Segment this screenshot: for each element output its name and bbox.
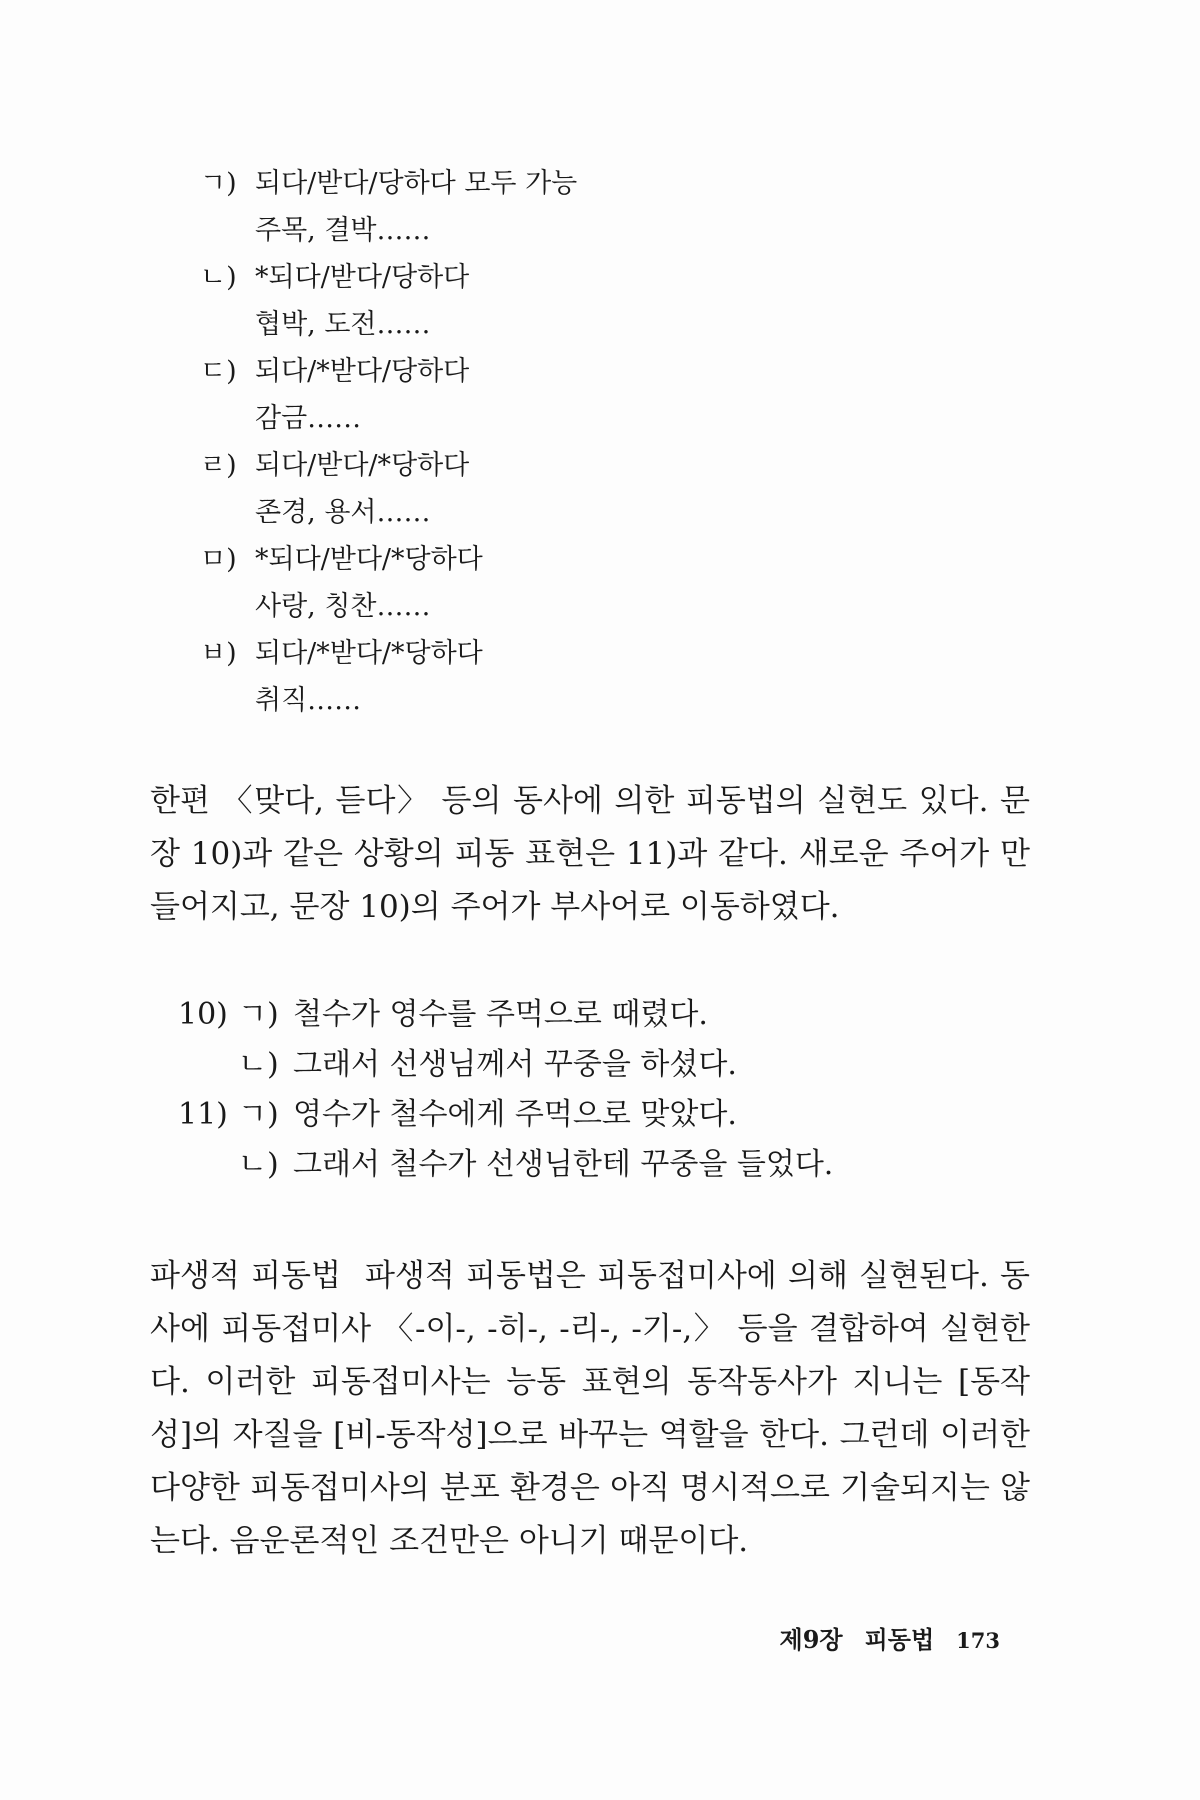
example-sentences <box>178 990 1028 1190</box>
example-item <box>200 254 900 348</box>
example-item <box>200 630 900 724</box>
sentence-row <box>178 990 1028 1040</box>
example-pattern: 되다/받다/당하다 모두 가능 <box>255 168 578 199</box>
example-item <box>200 536 900 630</box>
sentence-row <box>178 1090 1028 1140</box>
paragraph-text: 파생적 피동법은 피동접미사에 의해 실현된다. 동사에 피동접미사 〈-이-, -히-, -리-, -기-,〉 등을 결합하여 실현한다. 이러한 피동접미사는 능동 표현의 동작동사가 지니는 [동작성]의 자질을 [비-동작성]으로 바꾸는 역할을 한다. 그런데 이러한 다양한 피동접미사의 분포 환경은 아직 명시적으로 기술되지는 않는다. 음운론적인 조건만은 아니기 때문이다. <box>150 1258 1030 1559</box>
sentence-marker: ㄴ) <box>238 1047 279 1082</box>
body-paragraph <box>150 1250 1030 1568</box>
example-words: 협박, 도전…… <box>255 309 431 340</box>
example-marker: ㅂ) <box>200 638 237 669</box>
example-pattern: *되다/받다/당하다 <box>255 262 470 293</box>
example-marker: ㄷ) <box>200 356 237 387</box>
example-marker: ㄴ) <box>200 262 237 293</box>
sentence-text: 철수가 영수를 주먹으로 때렸다. <box>293 997 708 1032</box>
page-number: 173 <box>956 1628 1000 1653</box>
example-words: 감금…… <box>255 403 362 434</box>
sentence-text: 그래서 철수가 선생님한테 꾸중을 들었다. <box>293 1147 834 1182</box>
example-words: 존경, 용서…… <box>255 497 431 528</box>
example-marker: ㄹ) <box>200 450 237 481</box>
example-marker: ㅁ) <box>200 544 237 575</box>
example-pattern: *되다/받다/*당하다 <box>255 544 483 575</box>
sentence-text: 그래서 선생님께서 꾸중을 하셨다. <box>293 1047 737 1082</box>
sentence-number: 11) <box>178 1097 228 1132</box>
example-marker: ㄱ) <box>200 168 237 199</box>
sentence-row <box>178 1140 1028 1190</box>
example-words: 사랑, 칭찬…… <box>255 591 431 622</box>
sentence-marker: ㄱ) <box>238 997 279 1032</box>
sentence-row <box>178 1040 1028 1090</box>
example-pattern: 되다/받다/*당하다 <box>255 450 470 481</box>
sentence-marker: ㄱ) <box>238 1097 279 1132</box>
sentence-marker: ㄴ) <box>238 1147 279 1182</box>
page-footer <box>780 1620 1000 1655</box>
example-words: 주목, 결박…… <box>255 215 431 246</box>
example-pattern: 되다/*받다/당하다 <box>255 356 470 387</box>
example-item <box>200 442 900 536</box>
example-words: 취직…… <box>255 685 362 716</box>
section-term: 파생적 피동법 <box>150 1258 341 1294</box>
chapter-label: 제9장 <box>779 1625 843 1654</box>
body-paragraph: 한편 〈맞다, 듣다〉 등의 동사에 의한 피동법의 실현도 있다. 문장 10)과 같은 상황의 피동 표현은 11)과 같다. 새로운 주어가 만들어지고, 문장 10)의 주어가 부사어로 이동하였다. <box>150 783 1030 925</box>
example-pattern: 되다/*받다/*당하다 <box>255 638 483 669</box>
chapter-title: 피동법 <box>864 1625 935 1654</box>
sentence-number: 10) <box>178 997 228 1032</box>
sentence-text: 영수가 철수에게 주먹으로 맞았다. <box>293 1097 737 1132</box>
example-list <box>200 160 900 724</box>
example-item <box>200 160 900 254</box>
example-item <box>200 348 900 442</box>
